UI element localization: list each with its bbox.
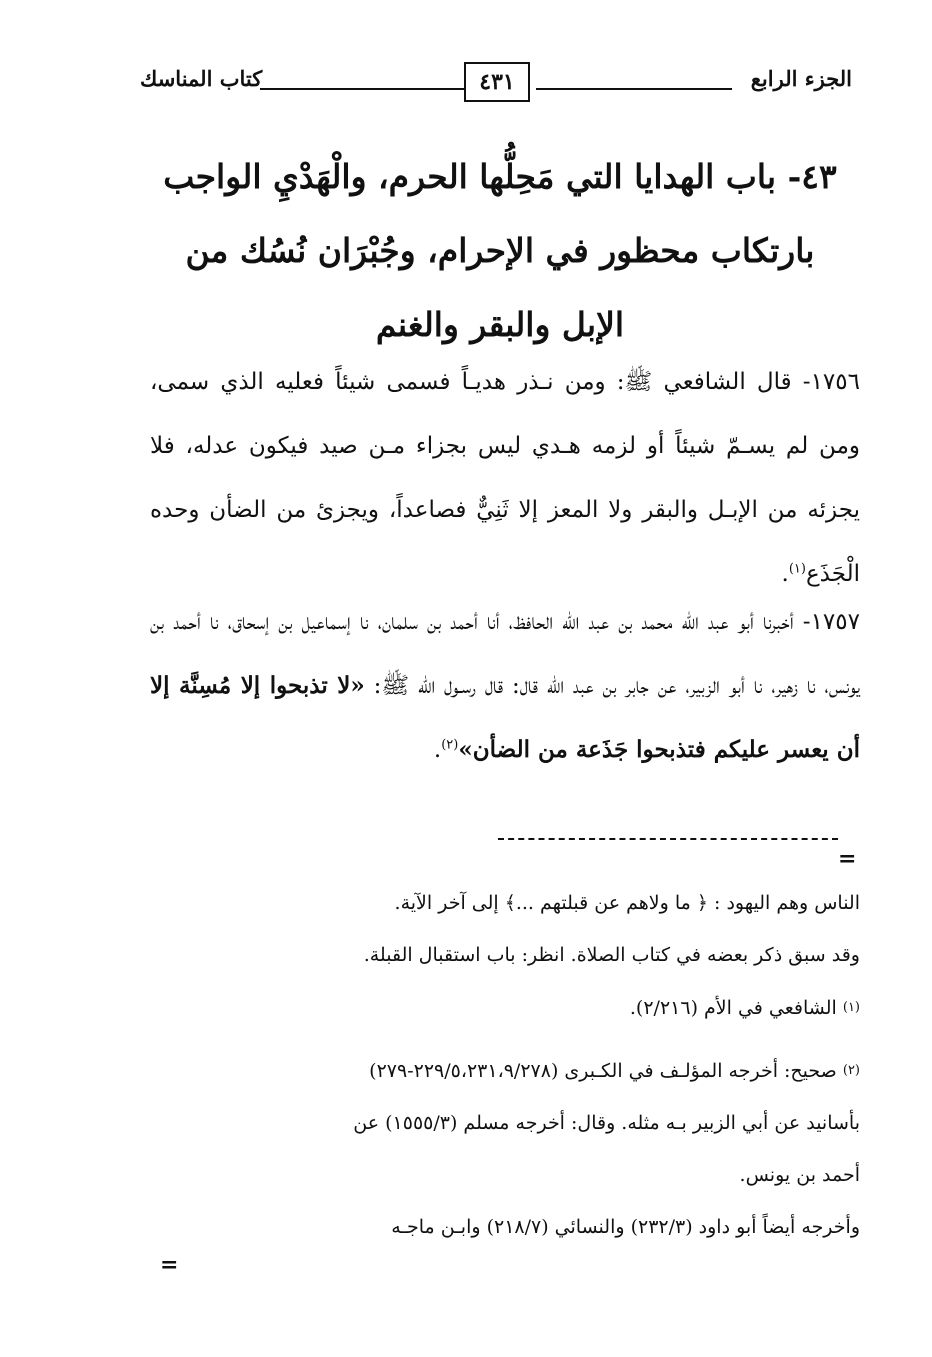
footnote-continued-line-1: الناس وهم اليهود : ﴿ ما ولاهم عن قبلتهم ...﴾ إلى آخر الآية. (394, 892, 860, 914)
footnote-line: بأسانيد عن أبي الزبير بـه مثله. وقال: أخرجه مسلم (١٥٥٥/٣) عن (353, 1112, 860, 1134)
footnote-mark: (٢) (842, 1063, 860, 1078)
footnote-ref: (٢) (441, 737, 459, 753)
header-rule-right (536, 88, 732, 90)
footnote-line (150, 1045, 860, 1097)
chapter-title: ٤٣- باب الهدايا التي مَحِلُّها الحرم، والْهَدْيِ الواجب بارتكاب محظور في الإحرام، وجُبْرَان نُسُك من الإبل والبقر والغنم (163, 157, 837, 344)
footnote-separator (498, 838, 838, 840)
footnote-continued-line-2: وقد سبق ذكر بعضه في كتاب الصلاة. انظر: باب استقبال القبلة. (363, 944, 860, 966)
page-number: ٤٣١ (464, 62, 530, 102)
running-header (140, 62, 852, 112)
footnote-mark: (١) (842, 1000, 860, 1015)
footnote-ref: (١) (788, 561, 806, 577)
separator-mark: = (838, 846, 857, 872)
paragraph-end: . (781, 561, 789, 587)
continue-mark: = (160, 1252, 179, 1278)
footnote-line: أحمد بن يونس. (739, 1164, 860, 1186)
header-rule-left (260, 88, 464, 90)
footnote-line: وأخرجه أيضاً أبو داود (٢٣٢/٣) والنسائي (٢١٨/٧) وابـن ماجـه (391, 1216, 860, 1238)
footnote-text: الشافعي في الأم (٢/٢١٦). (629, 997, 837, 1019)
paragraph-1757 (150, 590, 860, 782)
paragraph-1756 (150, 350, 860, 606)
volume-label: الجزء الرابع (750, 66, 852, 91)
footnote-1 (150, 983, 860, 1033)
book-label: كتاب المناسك (140, 66, 263, 91)
footnote-text: صحيح: أخرجه المؤلـف في الكـبرى (٢٢٩/٥،٢٣١،٩/٢٧٨-٢٧٩) (369, 1060, 837, 1082)
paragraph-text: قال الشافعي ﷺ: ومن نـذر هديـاً فسمى شيئاً فعليه الذي سمى، ومن لم يسـمّ شيئاً أو لزمه هـدي ليس بجزاء مـن صيد فيكون عدله، فلا يجزئه من الإبـل والبقر ولا المعز إلا ثَنِيٌّ فصاعداً، ويجزئ من الضأن وحده الْجَذَع (150, 369, 860, 587)
footnote-2 (150, 1045, 860, 1253)
paragraph-end: . (433, 737, 442, 763)
paragraph-text: أخبرنا أبو عبد الله محمد بن عبد الله الحافظ، أنا أحمد بن سلمان، نا إسماعيل بن إسحاق، نا أحمد بن يونس، نا زهير، نا أبو الزبير، عن جابر بن عبد الله قال: قال رسـول الله ﷺ: (150, 609, 860, 699)
paragraph-number: ١٧٥٦- (802, 369, 860, 395)
hadith-text: «لا تذبحوا إلا مُسِنَّة إلا أن يعسر عليكم فتذبحوا جَذَعة من الضأن» (150, 672, 860, 763)
paragraph-number: ١٧٥٧- (802, 609, 860, 635)
